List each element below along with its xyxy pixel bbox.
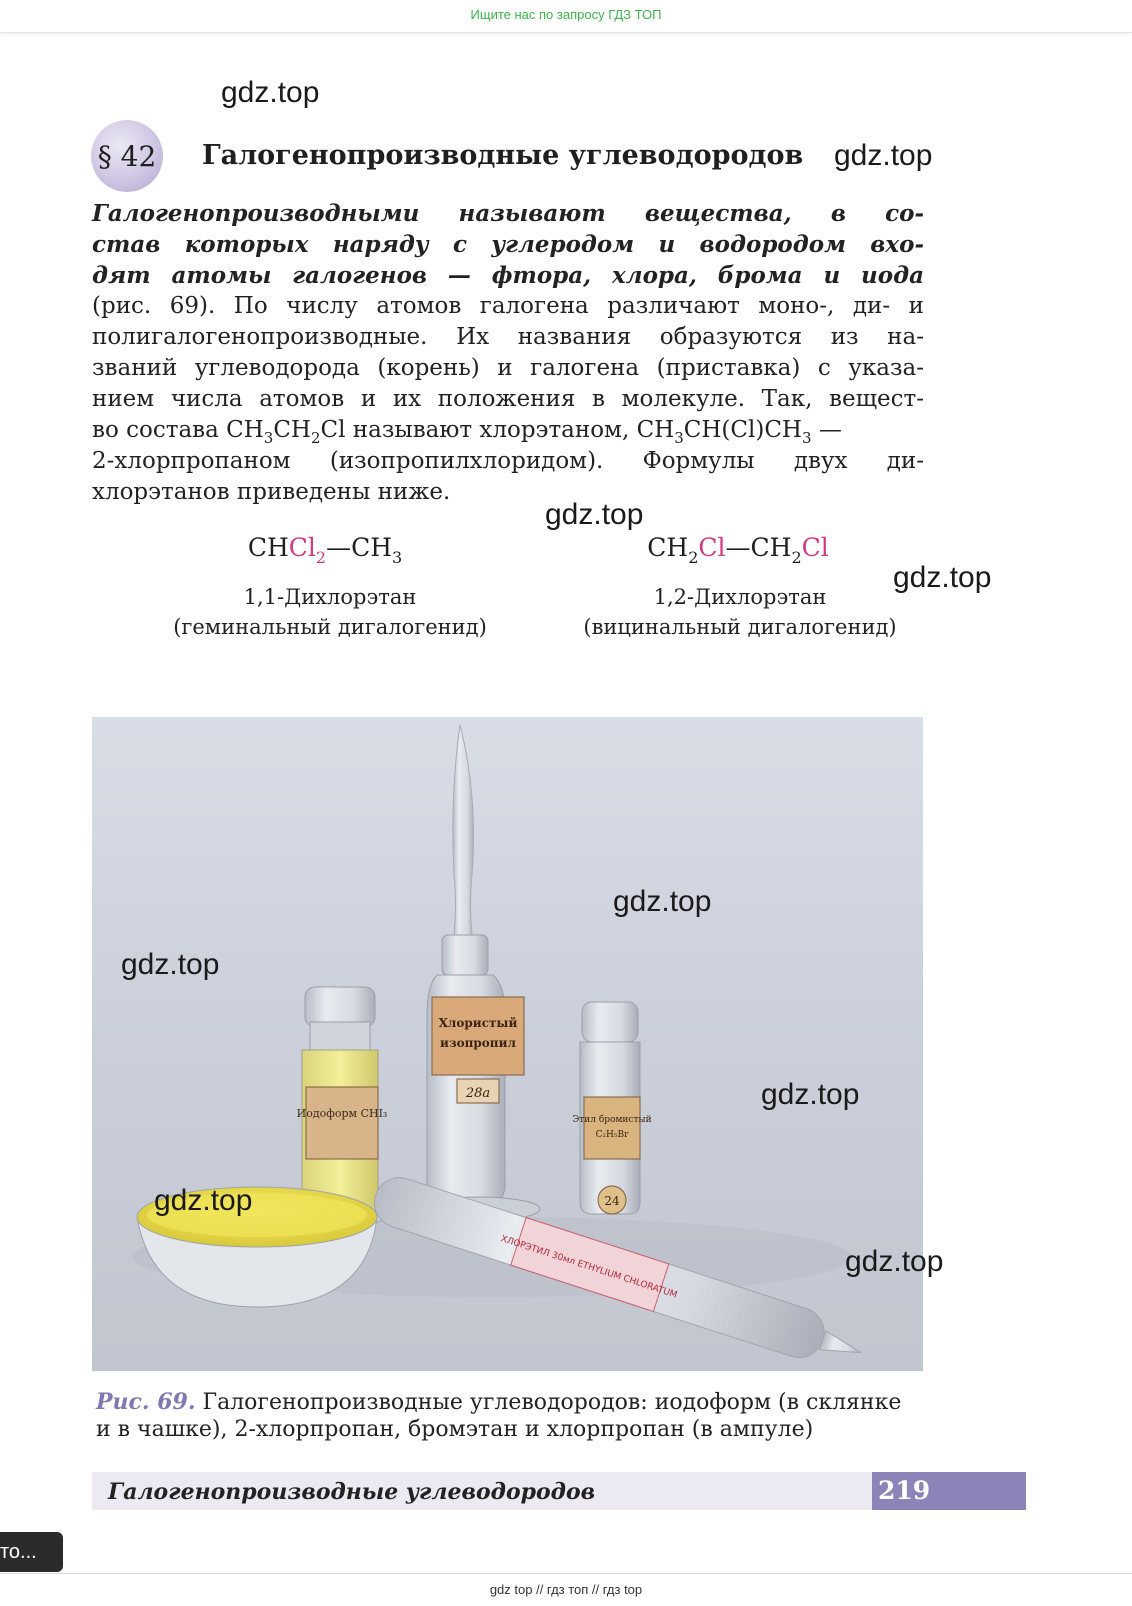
bottom-links-bar <box>0 1573 1132 1606</box>
formula-dichloroethane-11 <box>245 533 405 567</box>
jar-label-iodoform: Иодоформ CHI₃ <box>296 1107 388 1120</box>
text-run: — <box>811 417 842 443</box>
bromoethane-jar <box>572 1002 651 1214</box>
watermark: gdz.top <box>834 139 933 172</box>
formula-dichloroethane-12 <box>638 533 838 567</box>
section-number: § 42 <box>97 139 157 173</box>
paragraph-line: нием числа атомов и их положения в молекуле. Так, вещест- <box>92 386 924 412</box>
text-run: CH <box>273 417 311 443</box>
caption-line: и в чашке), 2-хлорпропан, бромэтан и хлорпропан (в ампуле) <box>96 1417 814 1442</box>
top-hint-bar <box>0 0 1132 33</box>
watermark: gdz.top <box>613 885 712 918</box>
iodoform-jar <box>297 987 388 1225</box>
bottle-number: 28а <box>465 1086 491 1101</box>
paragraph-line: дят атомы галогенов — фтора, хлора, брома и иода <box>92 262 924 289</box>
formula-halogen: Cl <box>288 533 316 562</box>
bottle-label-line2: изопропил <box>440 1036 516 1050</box>
paragraph-line: хлорэтанов приведены ниже. <box>92 479 451 505</box>
subscript: 2 <box>688 548 699 567</box>
watermark: gdz.top <box>121 948 220 981</box>
formula-1-desc: (геминальный дигалогенид) <box>173 615 487 639</box>
watermark: gdz.top <box>845 1245 944 1278</box>
jar-label-bromoethane: Этил бромистый <box>572 1115 652 1125</box>
subscript: 3 <box>802 429 812 447</box>
figure-caption <box>96 1389 918 1443</box>
paragraph-line: (рис. 69). По числу атомов галогена различают моно-, ди- и <box>92 293 924 319</box>
subscript: 3 <box>263 429 274 447</box>
subscript: 2 <box>791 548 802 567</box>
formula-halogen: Cl <box>698 533 726 562</box>
formula-1-name: 1,1-Дихлорэтан <box>243 585 417 609</box>
ampoule-label: ХЛОРЭТИЛ 30мл ETHYLIUM CHLORATUM <box>499 1234 679 1301</box>
paragraph-line: званий углеводорода (корень) и галогена (приставка) с указа- <box>92 355 924 381</box>
subscript: 3 <box>392 548 403 567</box>
page-number: 219 <box>872 1472 1026 1510</box>
subscript: 3 <box>674 429 684 447</box>
formula-part: —CH <box>326 533 392 562</box>
paragraph <box>92 198 924 508</box>
jar-number: 24 <box>604 1194 620 1208</box>
figure-label: Рис. 69. <box>96 1389 196 1415</box>
caption-line <box>96 1389 918 1416</box>
watermark: gdz.top <box>545 498 644 531</box>
formula-halogen: Cl <box>801 533 829 562</box>
watermark: gdz.top <box>154 1184 253 1217</box>
subscript: 2 <box>315 548 327 567</box>
paragraph-line: став которых наряду с углеродом и водородом вхо- <box>92 231 924 258</box>
formula-part: CH <box>647 533 689 562</box>
formula-2-desc: (вицинальный дигалогенид) <box>583 615 897 639</box>
section-title: Галогенопроизводные углеводородов <box>202 140 804 171</box>
photo-illustration <box>92 717 923 1371</box>
watermark: gdz.top <box>761 1078 860 1111</box>
text-run: Cl называют хлорэтаном, CH <box>320 417 675 443</box>
formula-2-name: 1,2-Дихлорэтан <box>653 585 827 609</box>
formula-text <box>92 417 842 447</box>
running-footer-title: Галогенопроизводные углеводородов <box>108 1479 596 1505</box>
formula-2-caption <box>575 582 905 642</box>
figure-69-photo <box>92 717 923 1371</box>
section-number-badge <box>91 120 163 192</box>
paragraph-line-formula <box>92 415 924 446</box>
jar-label-formula: C₂H₅Br <box>595 1130 629 1140</box>
caption-text: Галогенопроизводные углеводородов: иодоформ (в склянке <box>195 1390 902 1415</box>
isopropyl-chloride-bottle <box>416 725 540 1221</box>
watermark: gdz.top <box>221 76 320 109</box>
floating-toast-button[interactable]: то... <box>0 1532 63 1572</box>
text-run: во состава CH <box>92 417 264 443</box>
paragraph-line: полигалогенопроизводные. Их названия образуются из на- <box>92 324 924 350</box>
subscript: 2 <box>310 429 321 447</box>
search-hint: Ищите нас по запросу ГДЗ ТОП <box>470 7 662 22</box>
bottle-label-line1: Хлористый <box>438 1016 518 1030</box>
formula-part: —CH <box>725 533 792 562</box>
paragraph-line: Галогенопроизводными называют вещества, в со- <box>92 200 924 227</box>
text-run: CH(Cl)CH <box>683 417 802 443</box>
formula-1-caption <box>165 582 495 642</box>
formula-part: CH <box>247 533 289 562</box>
watermark: gdz.top <box>893 561 992 594</box>
paragraph-line: 2-хлорпропаном (изопропилхлоридом). Формулы двух ди- <box>92 448 924 474</box>
bottom-links[interactable]: gdz top // гдз топ // гдз top <box>489 1582 643 1597</box>
